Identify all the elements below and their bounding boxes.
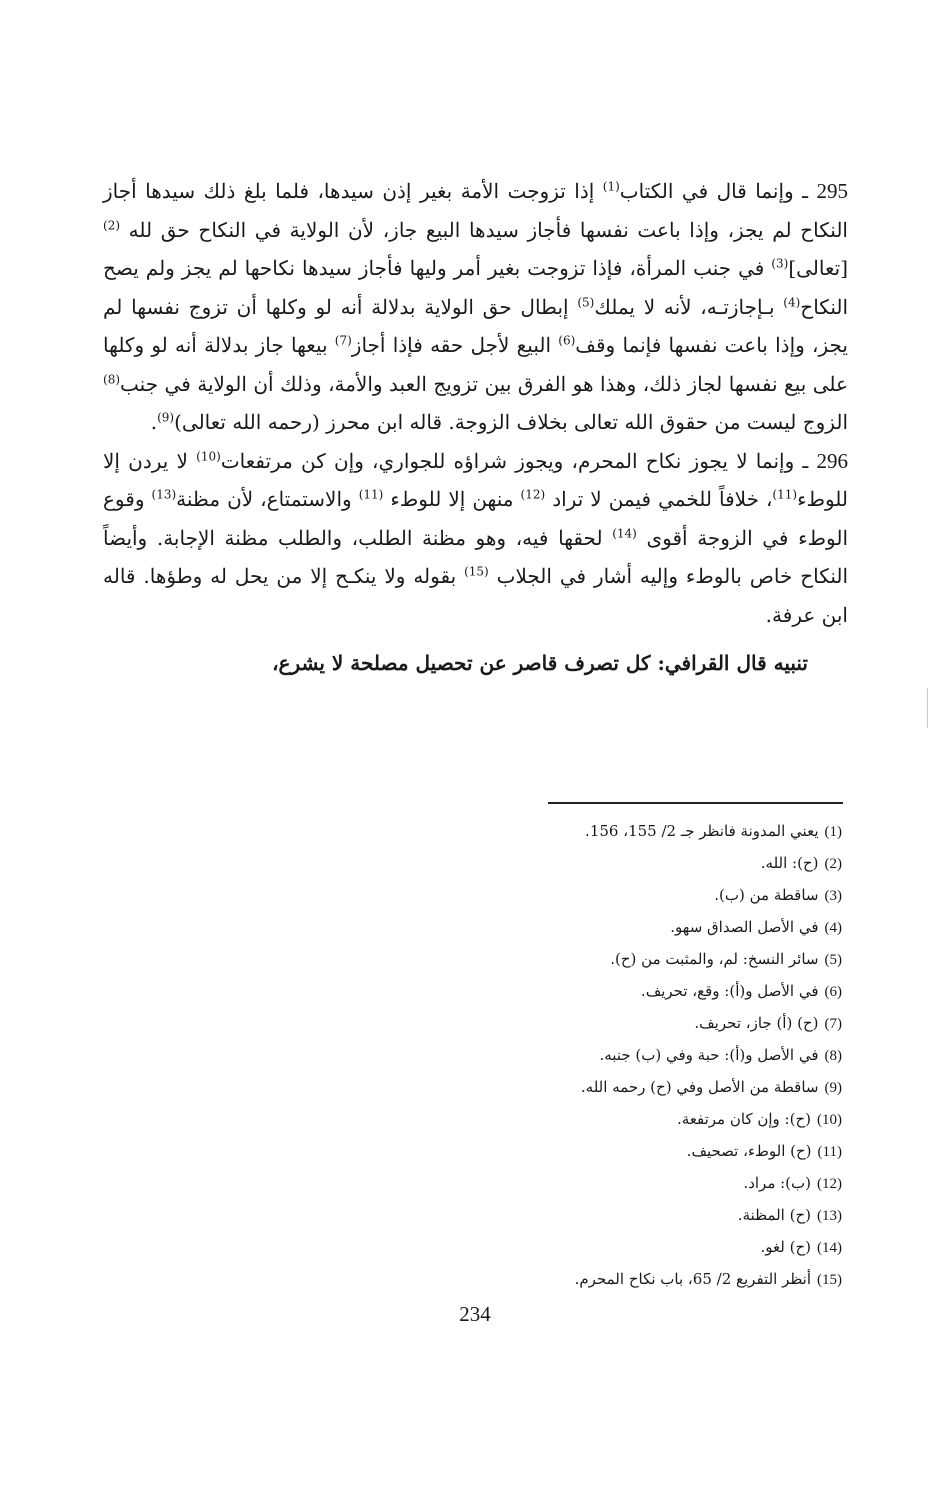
footnote-text: ساقطة من (ب). <box>714 886 819 904</box>
footnote-item <box>242 1008 842 1040</box>
footnote-ref: (9) <box>157 410 175 425</box>
footnote-item <box>242 1104 842 1136</box>
footnote-ref: (11) <box>772 487 798 502</box>
footnote-number: (1) <box>824 824 842 840</box>
footnote-ref: (11) <box>358 487 384 502</box>
footnote-text: (ح): الله. <box>760 854 819 872</box>
footnote-number: (5) <box>824 952 842 968</box>
footnote-item <box>242 1232 842 1264</box>
footnote-text: (ب): مراد. <box>743 1174 811 1192</box>
footnote-ref: (15) <box>464 564 489 579</box>
text-segment: إبطال حق الولاية بدلالة أنه لو وكلها أن تزوج نفسها لم يجز، وإذا باعت نفسها فإنما وقف <box>103 294 848 357</box>
footnote-item <box>242 1072 842 1104</box>
footnote-number: (2) <box>824 856 842 872</box>
text-segment: [تعالى] <box>788 256 848 280</box>
footnote-item <box>242 944 842 976</box>
footnote-text: (ح): وإن كان مرتفعة. <box>676 1110 811 1128</box>
paragraph-number: 295 <box>816 179 849 203</box>
footnote-item <box>242 976 842 1008</box>
footnote-ref: (1) <box>602 179 620 194</box>
footnote-number: (4) <box>824 920 842 936</box>
text-segment: ، خلافاً للخمي فيمن لا تراد <box>545 487 773 511</box>
footnote-number: (3) <box>824 888 842 904</box>
footnote-number: (7) <box>824 1016 842 1032</box>
text-segment: إذا تزوجت الأمة بغير إذن سيدها، فلما بلغ ذلك سيدها أجاز النكاح لم يجز، وإذا باعت نفسها فأجاز سيدها البيع جاز، لأن الولاية في النكاح حق لله <box>103 179 848 242</box>
footnote-number: (6) <box>824 984 842 1000</box>
footnote-text: في الأصل و(أ): وقع، تحريف. <box>640 982 819 1000</box>
text-segment: بـإجازتـه، لأنه لا يملك <box>594 294 784 319</box>
footnote-number: (8) <box>824 1048 842 1064</box>
footnote-number: (9) <box>824 1080 842 1096</box>
footnote-number: (15) <box>817 1272 842 1288</box>
text-segment: ـ وإنما قال في الكتاب <box>619 179 817 203</box>
footnote-text: أنظر التفريع 2/ 65، باب نكاح المحرم. <box>574 1270 811 1288</box>
footnote-text: (ح) المظنة. <box>737 1206 811 1224</box>
footnote-ref: (6) <box>558 333 576 348</box>
footnote-item <box>242 1168 842 1200</box>
footnote-ref: (2) <box>103 217 121 232</box>
footnote-item <box>242 912 842 944</box>
text-segment: لحقها فيه، وهو مظنة الطلب، والطلب مظنة الإجابة. وأيضاً النكاح خاص بالوطء وإليه أشار في الجلاب <box>103 525 849 588</box>
text-segment: والاستمتاع، لأن مظنة <box>176 487 359 511</box>
footnote-item <box>242 1040 842 1072</box>
footnote-item <box>242 1264 842 1296</box>
footnote-ref: (5) <box>577 294 595 309</box>
footnote-item <box>242 848 842 880</box>
text-segment: ـ وإنما لا يجوز نكاح المحرم، ويجوز شراؤه للجواري، وإن كن مرتفعات <box>220 448 817 473</box>
footnote-text: (ح) الوطء، تصحيف. <box>686 1142 812 1160</box>
footnote-ref: (8) <box>103 371 121 386</box>
footnote-number: (11) <box>817 1144 842 1160</box>
text-segment: البيع لأجل حقه فإذا أجاز <box>351 333 559 357</box>
footnote-text: (ح) (أ) جاز، تحريف. <box>694 1014 819 1032</box>
footnote-ref: (12) <box>520 487 546 502</box>
paragraph-295 <box>103 172 848 442</box>
footnote-ref: (3) <box>771 256 789 271</box>
footnote-ref: (4) <box>783 294 801 309</box>
footnote-item <box>242 880 842 912</box>
footnote-item <box>242 1200 842 1232</box>
footnote-text: في الأصل الصداق سهو. <box>670 918 819 936</box>
main-text <box>103 172 848 683</box>
footnote-ref: (7) <box>334 333 352 348</box>
footnote-text: ساقطة من الأصل وفي (ح) رحمه الله. <box>580 1078 819 1096</box>
text-segment: بيعها جاز بدلالة أنه لو وكلها على بيع نفسها لجاز ذلك، وهذا هو الفرق بين تزويج العبد والأمة، وذلك أن الولاية في جنب <box>103 333 848 396</box>
text-segment: الزوج ليست من حقوق الله تعالى بخلاف الزوجة. قاله ابن محرز (رحمه الله تعالى) <box>174 410 848 434</box>
footnote-text: سائر النسخ: لم، والمثبت من (ح). <box>610 950 819 968</box>
paragraph-296 <box>103 442 848 635</box>
note-paragraph: تنبيه قال القرافي: كل تصرف قاصر عن تحصيل مصلحة لا يشرع، <box>272 651 808 675</box>
footnote-separator <box>548 802 843 804</box>
footnote-ref: (14) <box>612 525 637 540</box>
footnote-ref: (10) <box>196 448 221 463</box>
page-number: 234 <box>459 1302 491 1326</box>
footnote-item <box>242 1136 842 1168</box>
text-segment: بقوله ولا ينكـح إلا من يحل له وطؤها. قاله ابن عرفة. <box>103 564 848 627</box>
footnote-number: (10) <box>817 1112 842 1128</box>
footnote-number: (13) <box>817 1208 842 1224</box>
text-segment: لا يردن إلا للوطء <box>103 448 849 511</box>
paragraph-number: 296 <box>816 448 848 473</box>
footnote-text: (ح) لغو. <box>760 1238 811 1256</box>
footnote-item <box>242 816 842 848</box>
text-segment: وقوع الوطء في الزوجة أقوى <box>103 487 849 550</box>
footnote-ref: (13) <box>151 487 177 502</box>
margin-mark <box>927 688 928 728</box>
footnote-text: يعني المدونة فانظر جـ 2/ 155، 156. <box>585 822 819 840</box>
footnote-number: (14) <box>817 1240 842 1256</box>
footnotes-list <box>242 816 842 1296</box>
text-segment: منهن إلا للوطء <box>383 487 521 511</box>
text-segment: . <box>150 410 158 434</box>
footnote-text: في الأصل و(أ): حبة وفي (ب) جنبه. <box>599 1046 819 1064</box>
text-segment: في جنب المرأة، فإذا تزوجت بغير أمر وليها فأجاز سيدها نكاحها لم يجز ولم يصح النكاح <box>103 256 849 319</box>
footnote-number: (12) <box>817 1176 842 1192</box>
